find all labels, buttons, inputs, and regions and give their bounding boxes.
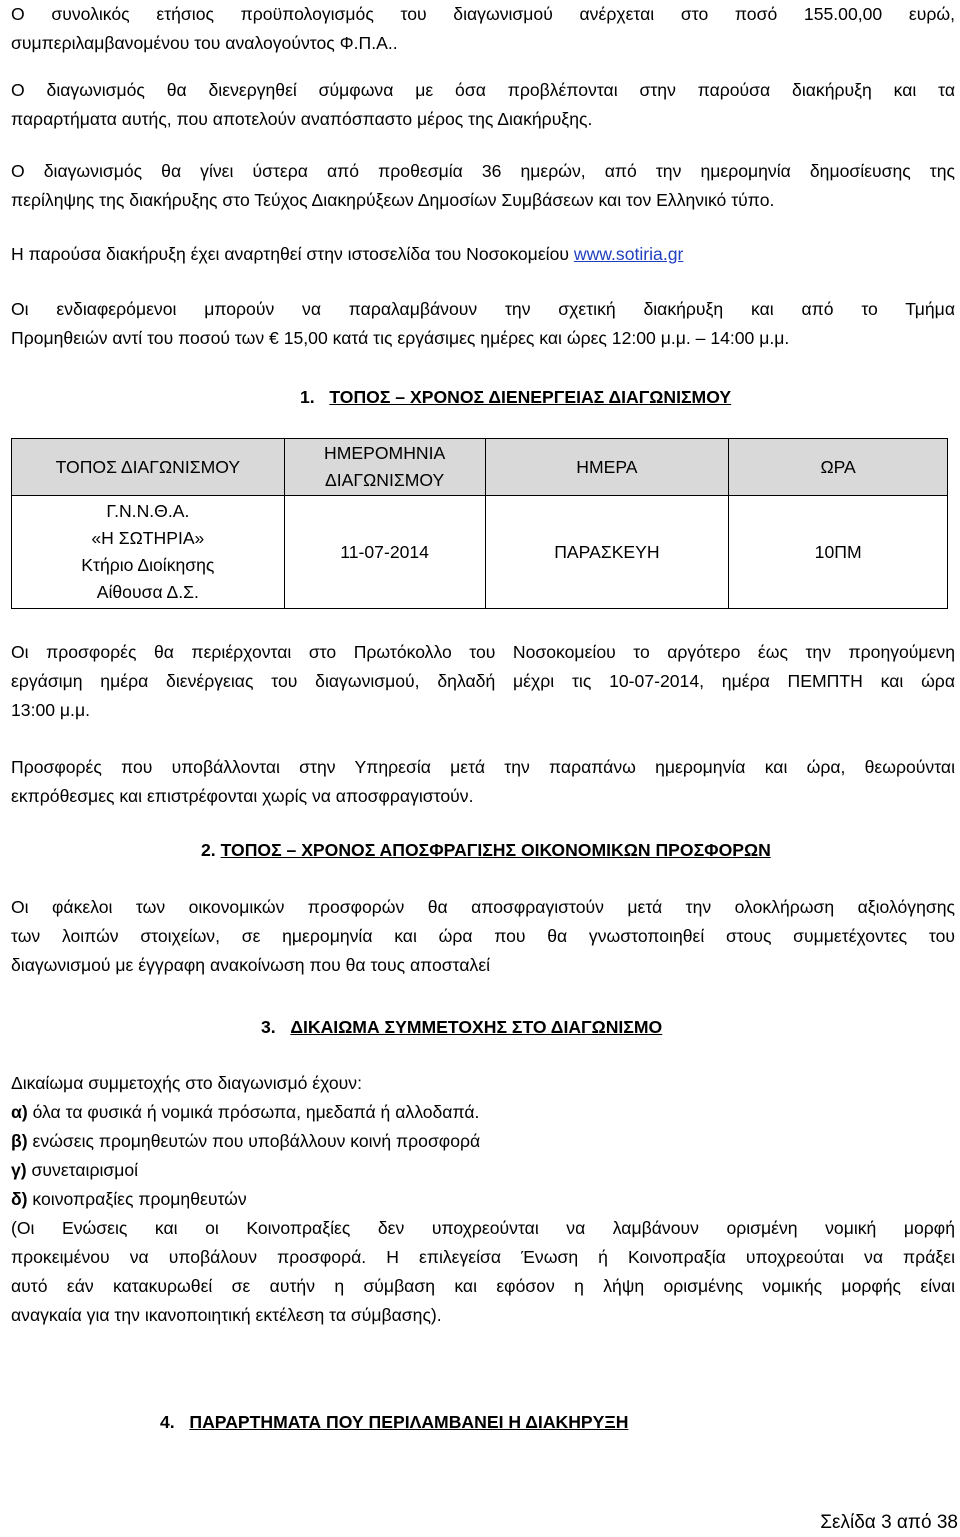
list-item: α) όλα τα φυσικά ή νομικά πρόσωπα, ημεδαπά ή αλλοδαπά. — [11, 1102, 480, 1122]
budget-paragraph: Ο συνολικός ετήσιος προϋπολογισμός του διαγωνισμού ανέρχεται στο ποσό 155.00,00 ευρώ, συμπεριλαμβανομένου του αναλογούντος Φ.Π.Α.. — [11, 4, 955, 53]
section-2-heading: 2. ΤΟΠΟΣ – ΧΡΟΝΟΣ ΑΠΟΣΦΡΑΓΙΣΗΣ ΟΙΚΟΝΟΜΙΚΩΝ ΠΡΟΣΦΟΡΩΝ — [201, 840, 771, 860]
cell-date: 11-07-2014 — [284, 496, 485, 609]
opening-paragraph: Οι φάκελοι των οικονομικών προσφορών θα αποσφραγιστούν μετά την ολοκλήρωση αξιολόγησης των λοιπών στοιχείων, σε ημερομηνία και ώρα που θα γνωστοποιηθεί στους συμμετέχοντες του διαγωνισμού με έγγραφη ανακοίνωση που θα τους αποσταλεί — [11, 897, 955, 975]
cell-day: ΠΑΡΑΣΚΕΥΗ — [485, 496, 729, 609]
cell-place: Γ.Ν.Ν.Θ.Α. «Η ΣΩΤΗΡΙΑ» Κτήριο Διοίκησης Αίθουσα Δ.Σ. — [12, 496, 285, 609]
list-item: γ) συνεταιρισμοί — [11, 1160, 139, 1180]
list-item: δ) κοινοπραξίες προμηθευτών — [11, 1189, 247, 1209]
table-header-row — [12, 439, 948, 496]
offers-submission-paragraph: Οι προσφορές θα περιέρχονται στο Πρωτόκολλο του Νοσοκομείου το αργότερο έως την προηγούμενη εργάσιμη ημέρα διενέργειας του διαγωνισμού, δηλαδή μέχρι τις 10-07-2014, ημέρα ΠΕΜΠΤΗ και ώρα 13:00 μ.μ. — [11, 642, 955, 720]
section-3-heading: 3. ΔΙΚΑΙΩΜΑ ΣΥΜΜΕΤΟΧΗΣ ΣΤΟ ΔΙΑΓΩΝΙΣΜΟ — [261, 1017, 663, 1037]
late-offers-paragraph: Προσφορές που υποβάλλονται στην Υπηρεσία μετά την παραπάνω ημερομηνία και ώρα, θεωρούνται εκπρόθεσμες και επιστρέφονται χωρίς να αποσφραγιστούν. — [11, 757, 955, 806]
header-date: ΗΜΕΡΟΜΗΝΙΑ ΔΙΑΓΩΝΙΣΜΟΥ — [284, 439, 485, 496]
header-day: ΗΜΕΡΑ — [485, 439, 729, 496]
participation-section: Δικαίωμα συμμετοχής στο διαγωνισμό έχουν: α) όλα τα φυσικά ή νομικά πρόσωπα, ημεδαπά ή αλλοδαπά. β) ενώσεις προμηθευτών που υποβάλλουν κοινή προσφορά γ) συνεταιρισμοί δ) κοινοπραξίες προμηθευτών (Οι Ενώσεις και οι Κοινοπραξίες δεν υποχρεούνται να λαμβάνουν ορισμένη νομική μορφή προκειμένου να υποβάλουν προσφορά. Η επιλεγείσα Ένωση ή Κοινοπραξία υποχρεούται να πράξει αυτό εάν κατακυρωθεί σε αυτήν η σύμβαση και εφόσον η λήψη ορισμένης νομικής μορφής είναι αναγκαία για την ικανοποιητική εκτέλεση τα σύμβασης). — [11, 1073, 955, 1325]
header-time: ΩΡΑ — [729, 439, 948, 496]
list-item: β) ενώσεις προμηθευτών που υποβάλλουν κοινή προσφορά — [11, 1131, 481, 1151]
table-row — [12, 496, 948, 609]
website-paragraph: Η παρούσα διακήρυξη έχει αναρτηθεί στην ιστοσελίδα του Νοσοκομείου www.sotiria.gr — [11, 244, 684, 264]
section-4-heading: 4. ΠΑΡΑΡΤΗΜΑΤΑ ΠΟΥ ΠΕΡΙΛΑΜΒΑΝΕΙ Η ΔΙΑΚΗΡΥΞΗ — [160, 1412, 629, 1432]
procurement-paragraph: Οι ενδιαφερόμενοι μπορούν να παραλαμβάνουν την σχετική διακήρυξη και από το Τμήμα Προμηθειών αντί του ποσού των € 15,00 κατά τις εργάσιμες ημέρες και ώρες 12:00 μ.μ. – 14:00 μ.μ. — [11, 299, 955, 348]
section-1-heading: 1. ΤΟΠΟΣ – ΧΡΟΝΟΣ ΔΙΕΝΕΡΓΕΙΑΣ ΔΙΑΓΩΝΙΣΜΟΥ — [300, 387, 732, 407]
procedure-paragraph: Ο διαγωνισμός θα διενεργηθεί σύμφωνα με όσα προβλέπονται στην παρούσα διακήρυξη και τα παραρτήματα αυτής, που αποτελούν αναπόσπαστο μέρος της Διακήρυξης. — [11, 80, 955, 129]
page-number: Σελίδα 3 από 38 — [820, 1512, 958, 1533]
cell-time: 10ΠΜ — [729, 496, 948, 609]
tender-schedule-table — [11, 438, 948, 609]
header-place: ΤΟΠΟΣ ΔΙΑΓΩΝΙΣΜΟΥ — [12, 439, 285, 496]
website-link[interactable]: www.sotiria.gr — [573, 244, 684, 264]
deadline-paragraph: Ο διαγωνισμός θα γίνει ύστερα από προθεσμία 36 ημερών, από την ημερομηνία δημοσίευσης της περίληψης της διακήρυξης στο Τεύχος Διακηρύξεων Δημοσίων Συμβάσεων και τον Ελληνικό τύπο. — [11, 161, 955, 210]
